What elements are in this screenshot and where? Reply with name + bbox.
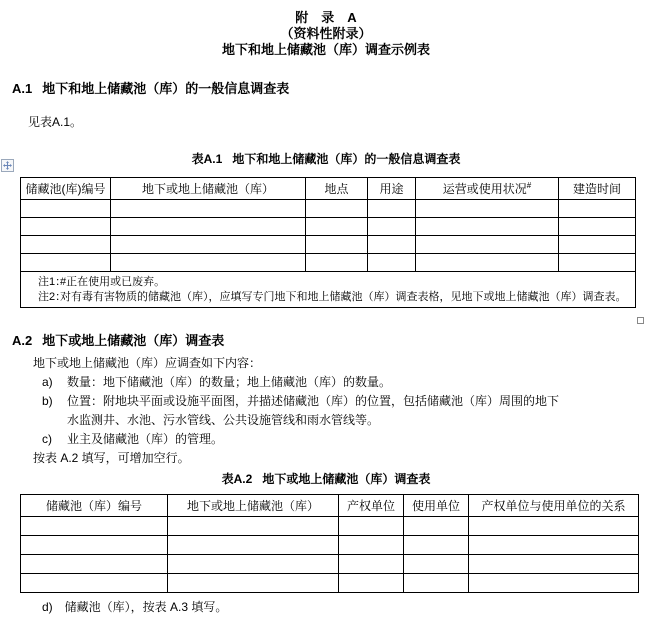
section-a2-number: A.2 [12, 333, 33, 348]
table-a2-header-tank-type: 地下或地上储藏池（库） [168, 495, 339, 517]
section-a2-title: 地下或地上储藏池（库）调查表 [42, 333, 225, 348]
appendix-subtitle: （资料性附录） [280, 26, 372, 41]
table-cell[interactable] [368, 218, 416, 236]
table-a2-header-owner-unit: 产权单位 [339, 495, 404, 517]
list-item-c-label: c) [42, 432, 52, 446]
section-a1-title: 地下和地上储藏池（库）的一般信息调查表 [42, 81, 290, 96]
note-2-text: 对有毒有害物质的储藏池（库），应填写专门地下和地上储藏池（库）调查表格，见地下或地上储藏池（库）调查表。 [60, 291, 627, 303]
table-cell[interactable] [469, 517, 639, 536]
list-item-d [42, 598, 227, 615]
table-a1-row [21, 236, 636, 254]
table-a1-note-1 [38, 275, 629, 290]
table-cell[interactable] [21, 218, 111, 236]
move-arrows-icon [3, 161, 12, 170]
table-cell[interactable] [404, 536, 469, 555]
table-a2-header-owner-user-relation: 产权单位与使用单位的关系 [469, 495, 639, 517]
table-cell[interactable] [339, 517, 404, 536]
table-a1-note-2 [38, 290, 629, 305]
table-cell[interactable] [339, 574, 404, 593]
table-cell[interactable] [404, 574, 469, 593]
table-a2-row [21, 555, 639, 574]
table-cell[interactable] [368, 254, 416, 272]
table-resize-handle-icon[interactable] [637, 317, 644, 324]
table-a2-row [21, 536, 639, 555]
table-a2-header-row [21, 495, 639, 517]
table-a1-header-build-date: 建造时间 [559, 178, 636, 200]
table-a2-row [21, 574, 639, 593]
table-cell[interactable] [416, 254, 559, 272]
note-1-label: 注1： [38, 276, 67, 288]
table-a2-row [21, 517, 639, 536]
table-cell[interactable] [368, 200, 416, 218]
table-cell[interactable] [559, 200, 636, 218]
table-cell[interactable] [469, 555, 639, 574]
table-a1-row [21, 218, 636, 236]
table-a1-header-tank-type: 地下或地上储藏池（库） [111, 178, 306, 200]
table-a1-caption [0, 150, 652, 167]
table-cell[interactable] [469, 574, 639, 593]
list-item-d-label: d) [42, 600, 53, 614]
table-cell[interactable] [111, 236, 306, 254]
table-cell[interactable] [306, 200, 368, 218]
table-cell[interactable] [111, 218, 306, 236]
section-a1-number: A.1 [12, 81, 33, 96]
section-a2-intro: 地下或地上储藏池（库）应调查如下内容： [33, 356, 262, 370]
table-cell[interactable] [469, 536, 639, 555]
table-cell[interactable] [416, 218, 559, 236]
table-a2-header-tank-id: 储藏池（库）编号 [21, 495, 168, 517]
table-cell[interactable] [168, 574, 339, 593]
table-cell[interactable] [339, 536, 404, 555]
table-a1-header-location: 地点 [306, 178, 368, 200]
table-cell[interactable] [416, 236, 559, 254]
table-cell[interactable] [21, 236, 111, 254]
table-a2-header-user-unit: 使用单位 [404, 495, 469, 517]
section-a2-closing: 按表 A.2 填写，可增加空行。 [33, 451, 190, 465]
list-item-b [42, 392, 639, 430]
table-cell[interactable] [21, 517, 168, 536]
table-a2-caption-number: 表A.2 [221, 472, 253, 486]
section-a2-body [33, 354, 639, 468]
table-move-handle-icon[interactable] [1, 159, 14, 172]
table-cell[interactable] [306, 218, 368, 236]
table-a1-notes-cell [21, 272, 636, 308]
table-a1-header-use: 用途 [368, 178, 416, 200]
table-cell[interactable] [368, 236, 416, 254]
table-a1-caption-title: 地下和地上储藏池（库）的一般信息调查表 [232, 152, 461, 166]
list-item-a-text: 数量：地下储藏池（库）的数量；地上储藏池（库）的数量。 [67, 375, 392, 389]
table-cell[interactable] [306, 236, 368, 254]
table-cell[interactable] [339, 555, 404, 574]
section-a2-heading [12, 330, 224, 349]
note-1-text: #正在使用或已废弃。 [60, 276, 166, 288]
table-a2-caption-title: 地下或地上储藏池（库）调查表 [262, 472, 431, 486]
table-cell[interactable] [306, 254, 368, 272]
table-cell[interactable] [21, 555, 168, 574]
table-a1-caption-number: 表A.1 [191, 152, 223, 166]
list-item-d-text: 储藏池（库），按表 A.3 填写。 [64, 600, 228, 614]
table-cell[interactable] [404, 555, 469, 574]
section-a1-heading [12, 78, 289, 97]
list-item-b-text: 位置：附地块平面或设施平面图，并描述储藏池（库）的位置，包括储藏池（库）周围的地下水监测井、水池、污水管线、公共设施管线和雨水管线等。 [67, 394, 560, 427]
table-a1-header-row [21, 178, 636, 200]
table-cell[interactable] [559, 218, 636, 236]
table-cell[interactable] [416, 200, 559, 218]
table-cell[interactable] [111, 200, 306, 218]
table-cell[interactable] [559, 254, 636, 272]
note-2-label: 注2： [38, 291, 67, 303]
table-cell[interactable] [559, 236, 636, 254]
table-a1-row [21, 254, 636, 272]
appendix-title-block [0, 10, 652, 58]
table-a2 [20, 494, 639, 593]
table-a2-caption [0, 470, 652, 487]
table-cell[interactable] [404, 517, 469, 536]
table-cell[interactable] [21, 536, 168, 555]
appendix-title: 附 录 A [295, 10, 357, 25]
appendix-topic-title: 地下和地上储藏池（库）调查示例表 [221, 42, 430, 57]
table-cell[interactable] [111, 254, 306, 272]
table-a1-header-status: 运营或使用状况# [416, 178, 559, 200]
list-item-a [42, 373, 639, 392]
table-cell[interactable] [21, 574, 168, 593]
section-a1-intro: 见表A.1。 [28, 115, 83, 129]
table-a1-notes-row [21, 272, 636, 308]
table-a1-header-tank-id: 储藏池(库)编号 [21, 178, 111, 200]
list-item-c [42, 430, 639, 449]
table-cell[interactable] [21, 254, 111, 272]
table-cell[interactable] [168, 517, 339, 536]
list-item-a-label: a) [42, 375, 53, 389]
table-a1-row [21, 200, 636, 218]
list-item-b-label: b) [42, 394, 53, 408]
table-cell[interactable] [168, 536, 339, 555]
table-a1 [20, 177, 636, 308]
status-footnote-marker: # [526, 181, 532, 190]
list-item-c-text: 业主及储藏池（库）的管理。 [67, 432, 224, 446]
table-cell[interactable] [21, 200, 111, 218]
table-cell[interactable] [168, 555, 339, 574]
